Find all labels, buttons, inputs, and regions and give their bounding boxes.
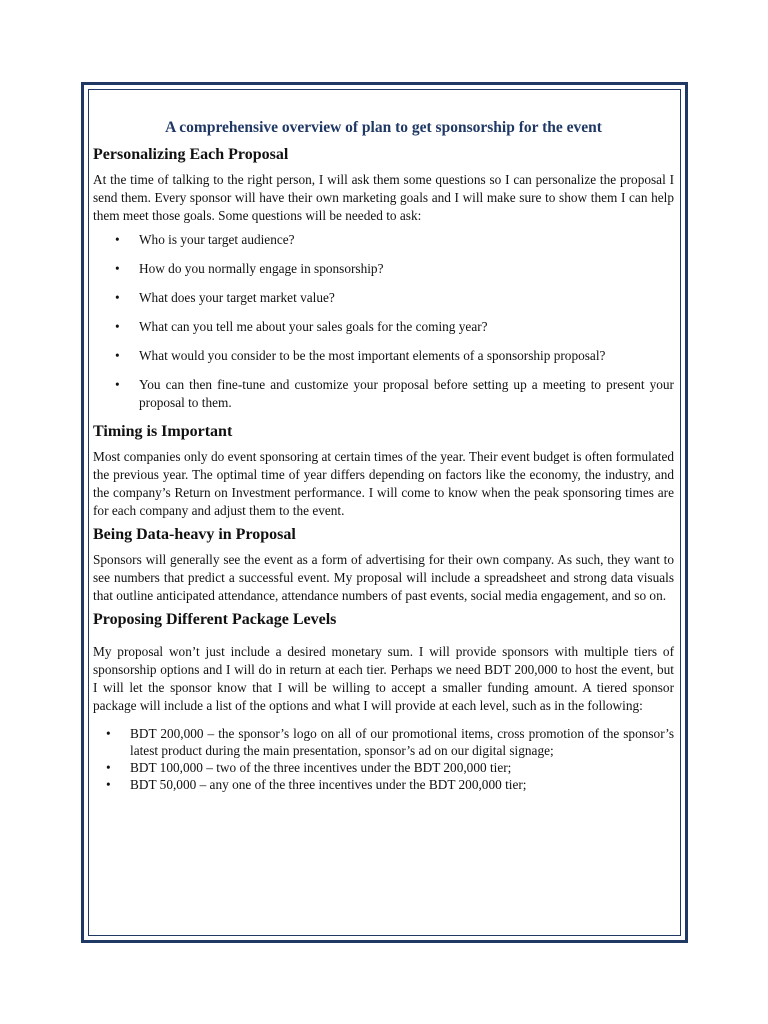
list-item: • Who is your target audience? — [115, 232, 295, 247]
section-heading-package-levels: Proposing Different Package Levels — [93, 611, 337, 628]
list-item: • What does your target market value? — [115, 290, 335, 305]
bullet-icon: • — [106, 777, 111, 792]
list-item: • You can then fine-tune and customize your proposal before setting up a meeting to present your proposal to them. — [115, 377, 674, 410]
document-title: A comprehensive overview of plan to get sponsorship for the event — [165, 119, 602, 136]
list-item: • BDT 200,000 – the sponsor’s logo on all of our promotional items, cross promotion of the sponsor’s latest product during the main presentation, sponsor’s ad on our digital signage; — [106, 726, 674, 758]
bullet-icon: • — [115, 377, 120, 392]
bullet-icon: • — [106, 760, 111, 775]
bullet-icon: • — [115, 232, 120, 247]
bullet-icon: • — [115, 290, 120, 305]
bullet-icon: • — [115, 261, 120, 276]
bullet-icon: • — [115, 319, 120, 334]
section-heading-timing: Timing is Important — [93, 423, 233, 440]
list-item: • BDT 50,000 – any one of the three incentives under the BDT 200,000 tier; — [106, 777, 527, 792]
section-paragraph-package-levels: My proposal won’t just include a desired monetary sum. I will provide sponsors with multiple tiers of sponsorship options and I will do in return at each tier. Perhaps we need BDT 200,000 to host the event, but I will let the sponsor know that I will be willing to accept a smaller funding amount. A tiered sponsor package will include a list of the options and what I will provide at each level, such as in the following: — [93, 644, 674, 713]
question-list — [93, 231, 674, 412]
list-item: • BDT 100,000 – two of the three incentives under the BDT 200,000 tier; — [106, 760, 512, 775]
bullet-icon: • — [115, 348, 120, 363]
section-paragraph-data-heavy: Sponsors will generally see the event as a form of advertising for their own company. As such, they want to see numbers that predict a successful event. My proposal will include a spreadsheet and strong data visuals that outline anticipated attendance, attendance numbers of past events, social media engagement, and so on. — [93, 552, 674, 603]
bullet-icon: • — [106, 726, 111, 741]
section-heading-personalizing: Personalizing Each Proposal — [93, 146, 289, 163]
list-item: • What can you tell me about your sales goals for the coming year? — [115, 319, 488, 334]
document-body — [93, 119, 674, 793]
section-heading-data-heavy: Being Data-heavy in Proposal — [93, 526, 296, 543]
section-paragraph-timing: Most companies only do event sponsoring at certain times of the year. Their event budget is often formulated the previous year. The optimal time of year differs depending on factors like the economy, the industry, and the company’s Return on Investment performance. I will come to know when the peak sponsoring times are for each company and adjust them to the event. — [93, 449, 674, 518]
section-paragraph-personalizing: At the time of talking to the right person, I will ask them some questions so I can personalize the proposal I send them. Every sponsor will have their own marketing goals and I will make sure to show them I can help them meet those goals. Some questions will be needed to ask: — [93, 172, 674, 223]
list-item: • What would you consider to be the most important elements of a sponsorship proposal? — [115, 348, 606, 363]
list-item: • How do you normally engage in sponsorship? — [115, 261, 384, 276]
tier-list — [93, 725, 674, 793]
